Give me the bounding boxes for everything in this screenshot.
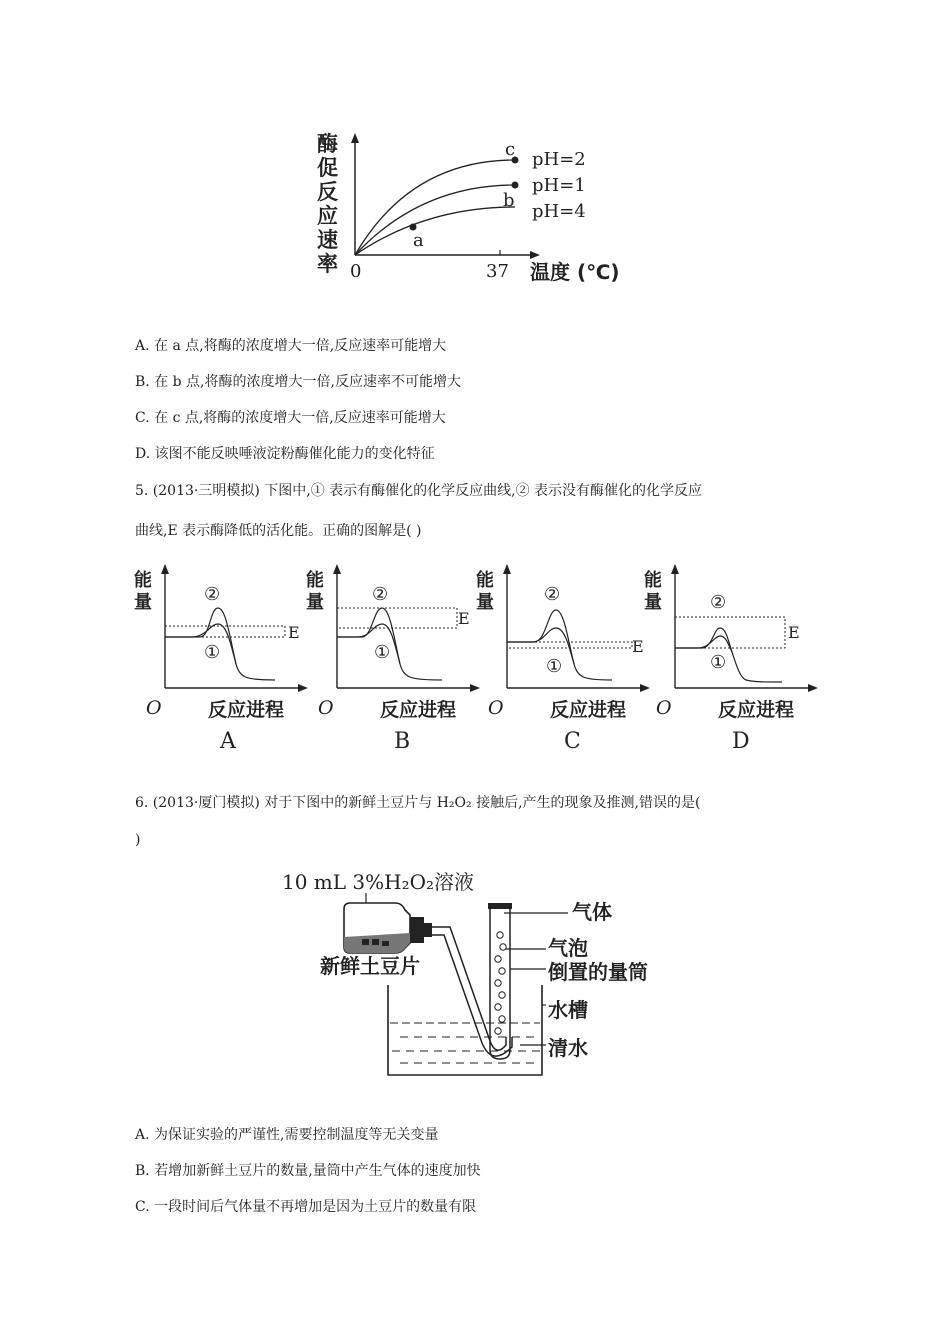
water-label: 清水 [548,1036,588,1060]
e-label: E [458,609,470,628]
panel-letter: A [220,729,236,754]
water-tank [388,985,542,1075]
fig1-point-b [512,182,519,189]
gas-label: 气体 [572,900,612,924]
panel-origin: O [318,697,334,719]
panel-xlabel: 反应进程 [718,699,795,721]
panel-ylabel: 量 [134,592,152,613]
q4-option-a: A. 在 a 点,将酶的浓度增大一倍,反应速率可能增大 [135,338,447,354]
curve-with-enzyme [675,636,732,652]
potato-slice [372,939,379,945]
e-bracket [675,617,785,648]
panel-x-arrow [808,684,818,692]
fig1-tick-label: 37 [486,261,509,282]
curve-label-1: ① [546,656,563,677]
panel-ylabel: 能 [476,570,494,591]
potato-label: 新鲜土豆片 [320,954,420,978]
potato-slice [362,939,369,945]
e-bracket [337,608,457,628]
curve-with-enzyme [165,624,236,664]
h2o2-label: 10 mL 3%H₂O₂溶液 [282,870,475,894]
water-dashes [392,1037,540,1063]
panel-letter: D [732,729,750,754]
bottle-cap [424,923,432,937]
panel-ylabel: 量 [644,592,662,613]
curve-label-2: ② [710,592,727,613]
panel-ylabel: 能 [306,570,324,591]
panel-x-arrow [470,684,480,692]
panel-xlabel: 反应进程 [380,699,457,721]
apparatus-figure [280,865,680,1080]
fig1-y-arrow [351,133,359,143]
curve-label-2: ② [204,584,221,605]
fig1-point-label: a [413,230,424,251]
panel-letter: B [394,729,411,754]
curve-label-2: ② [372,584,389,605]
fig1-x-arrow [530,251,540,259]
activation-energy-figure [130,560,820,755]
panel-b [306,564,480,754]
q4-option-c: C. 在 c 点,将酶的浓度增大一倍,反应速率可能增大 [135,410,446,426]
q6-stem-line2: ) [135,832,141,848]
bubbles [495,932,506,1034]
fig1-xlabel: 温度 (℃) [530,260,620,284]
curve-label-1: ① [374,642,391,663]
fig1-ylabel-char: 反 [317,179,338,204]
enzyme-rate-figure [310,125,640,295]
fig1-curve-label: pH=2 [532,149,586,170]
q5-stem-line1: 5. (2013·三明模拟) 下图中,① 表示有酶催化的化学反应曲线,② 表示没有酶催化的化学反应 [135,483,703,499]
cylinder-label: 倒置的量筒 [548,960,648,984]
fig1-point-label: b [503,190,515,211]
panel-ylabel: 能 [644,570,662,591]
curve-no-enzyme [675,628,782,682]
panel-origin: O [488,697,504,719]
cylinder-base [488,903,512,909]
fig1-curve-label: pH=4 [532,201,586,222]
q6-stem-line1: 6. (2013·厦门模拟) 对于下图中的新鲜土豆片与 H₂O₂ 接触后,产生的现象及推测,错误的是( [135,795,701,811]
panel-a [134,564,308,754]
curve-with-enzyme [507,628,574,664]
potato-slice [382,941,389,946]
fig1-origin: 0 [350,261,362,282]
fig1-ylabel-char: 促 [317,155,338,180]
fig1-ylabel-char: 酶 [317,131,338,156]
q6-option-a: A. 为保证实验的严谨性,需要控制温度等无关变量 [135,1127,439,1143]
panel-ylabel: 量 [306,592,324,613]
delivery-tube-inner [432,935,512,1056]
panel-xlabel: 反应进程 [550,699,627,721]
panel-y-arrow [333,564,341,574]
fig1-curve-label: pH=1 [532,175,586,196]
q4-option-d: D. 该图不能反映唾液淀粉酶催化能力的变化特征 [135,446,435,462]
panel-y-arrow [161,564,169,574]
panel-x-arrow [640,684,650,692]
panel-xlabel: 反应进程 [208,699,285,721]
curve-label-1: ① [204,642,221,663]
panel-x-arrow [298,684,308,692]
fig1-curve-ph4 [355,207,515,255]
curve-label-2: ② [544,584,561,605]
fig1-ylabel-char: 应 [317,203,338,228]
q5-stem-line2: 曲线,E 表示酶降低的活化能。正确的图解是( ) [135,523,422,539]
q4-option-b: B. 在 b 点,将酶的浓度增大一倍,反应速率不可能增大 [135,374,461,390]
e-bracket [165,626,285,637]
fig1-point-label: c [505,139,516,160]
panel-ylabel: 能 [134,570,152,591]
panel-c [476,564,650,754]
curve-with-enzyme [337,624,400,664]
panel-d [644,564,818,754]
panel-origin: O [656,697,672,719]
q6-option-c: C. 一段时间后气体量不再增加是因为土豆片的数量有限 [135,1199,477,1215]
panel-origin: O [146,697,162,719]
tank-label: 水槽 [548,998,588,1022]
panel-ylabel: 量 [476,592,494,613]
bubble-label: 气泡 [548,936,588,960]
panel-letter: C [564,729,581,754]
fig1-ylabel-char: 速 [317,227,338,252]
panel-y-arrow [503,564,511,574]
curve-label-1: ① [710,652,727,673]
e-label: E [288,623,300,642]
fig1-ylabel-char: 率 [317,251,338,276]
fig1-ylabel [317,131,338,276]
panel-y-arrow [671,564,679,574]
e-label: E [632,637,644,656]
q6-option-b: B. 若增加新鲜土豆片的数量,量筒中产生气体的速度加快 [135,1163,481,1179]
bottle-stopper [410,917,424,943]
e-label: E [788,623,800,642]
